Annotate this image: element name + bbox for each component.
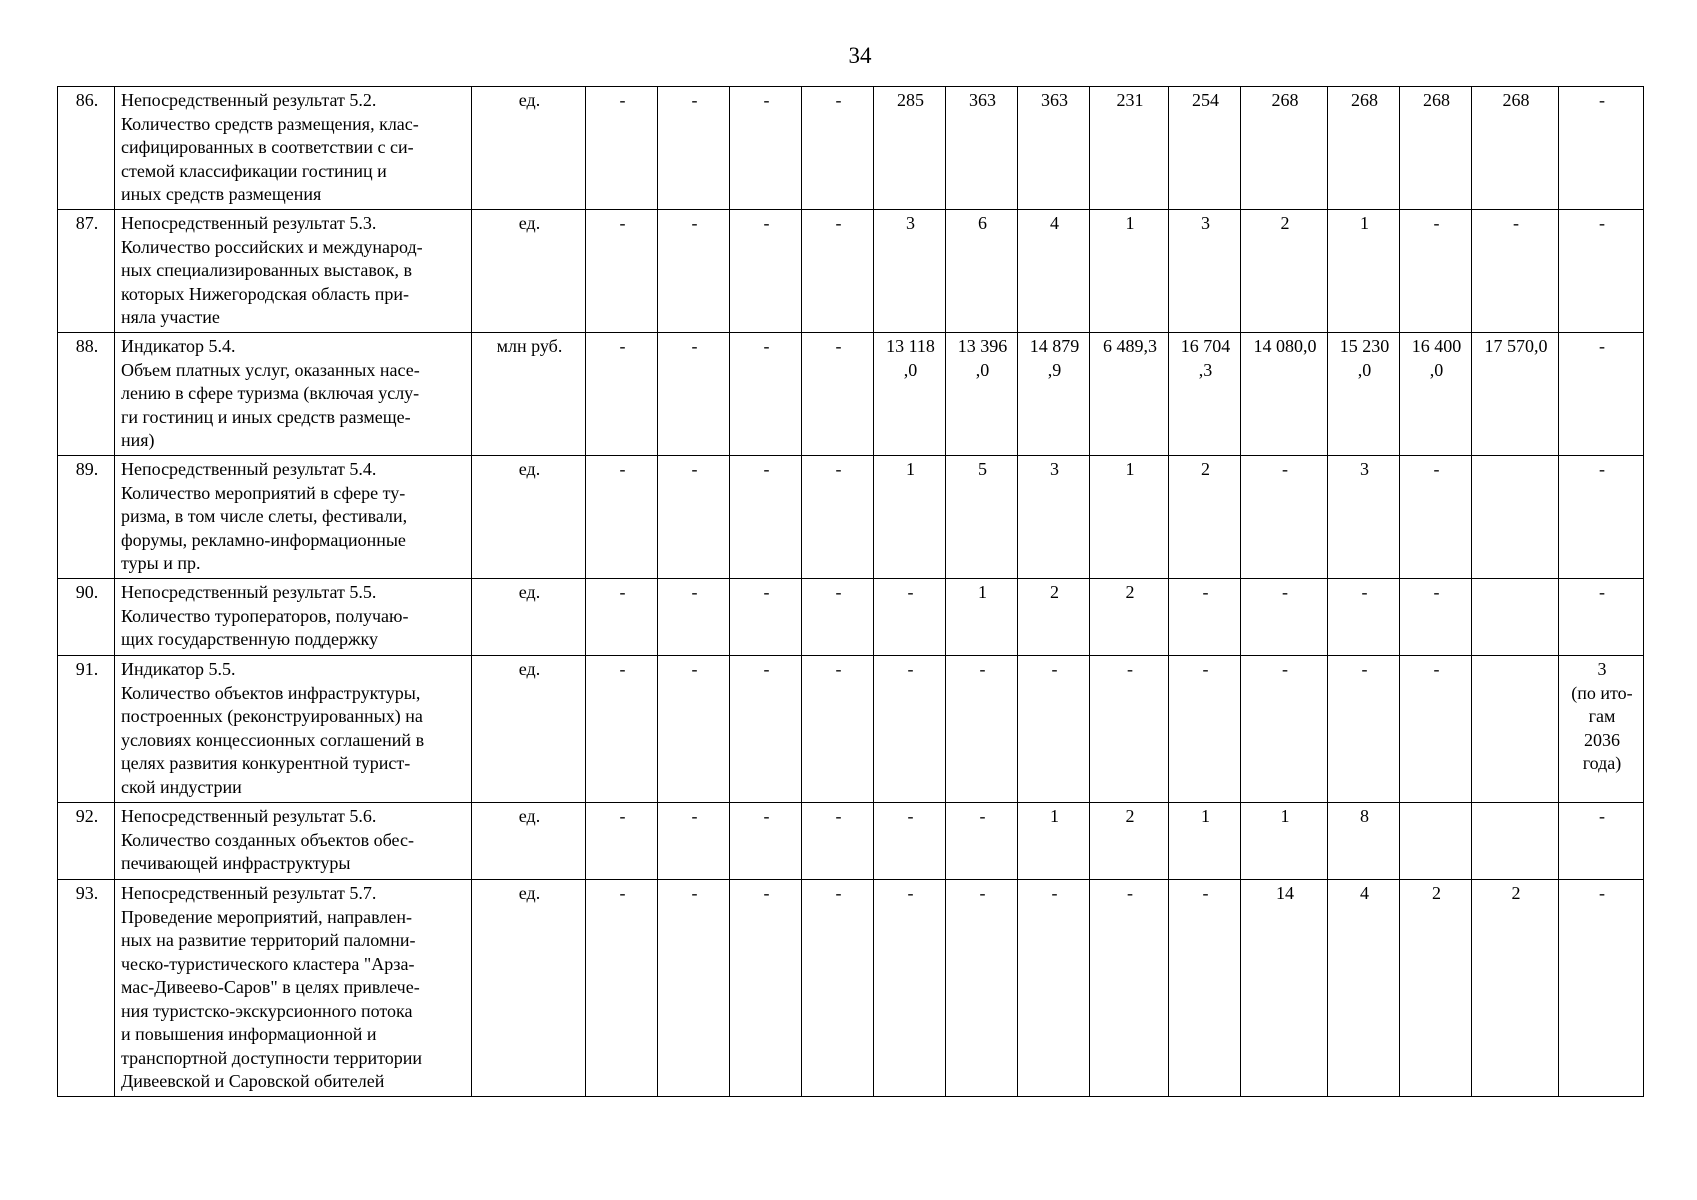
- value-cell: 6: [946, 210, 1018, 333]
- description-line: ния): [121, 430, 155, 450]
- value-cell: -: [730, 87, 802, 210]
- description-line: Объем платных услуг, оказанных насе-: [121, 359, 420, 380]
- value-cell: -: [730, 880, 802, 1097]
- value-cell: 3: [1169, 210, 1241, 333]
- value-cell: 1: [1241, 803, 1328, 880]
- value-cell: [1472, 456, 1559, 579]
- value-cell: 2: [1090, 579, 1169, 656]
- value-cell: -: [1559, 87, 1644, 210]
- value-cell: -: [1328, 579, 1400, 656]
- description-line: ской индустрии: [121, 776, 242, 797]
- table-row: [58, 456, 1644, 579]
- value-cell: 8: [1328, 803, 1400, 880]
- description-line: Количество туроператоров, получаю-: [121, 605, 409, 626]
- value-cell: [1472, 803, 1559, 880]
- value-cell: 15 230 ,0: [1328, 333, 1400, 456]
- indicator-description: [115, 210, 472, 333]
- indicators-table: [57, 86, 1644, 1097]
- value-cell: 16 400 ,0: [1400, 333, 1472, 456]
- description-line: Непосредственный результат 5.5.: [121, 582, 377, 602]
- value-cell: -: [1400, 656, 1472, 803]
- value-cell: 254: [1169, 87, 1241, 210]
- value-cell: -: [586, 880, 658, 1097]
- value-cell: -: [802, 579, 874, 656]
- description-line: и повышения информационной и: [121, 1024, 377, 1044]
- description-line: целях развития конкурентной турист-: [121, 753, 411, 773]
- row-number: 93.: [58, 880, 115, 1097]
- value-cell: -: [658, 456, 730, 579]
- row-number: 86.: [58, 87, 115, 210]
- value-cell: -: [586, 210, 658, 333]
- value-cell: -: [946, 803, 1018, 880]
- value-cell: 3: [874, 210, 946, 333]
- indicator-description: [115, 456, 472, 579]
- value-cell: 14 879 ,9: [1018, 333, 1090, 456]
- value-cell: -: [586, 803, 658, 880]
- description-line: Количество средств размещения, клас-: [121, 113, 419, 134]
- value-cell: -: [730, 656, 802, 803]
- value-cell: 268: [1328, 87, 1400, 210]
- description-line: Непосредственный результат 5.4.: [121, 459, 377, 479]
- value-cell: 14: [1241, 880, 1328, 1097]
- value-cell: 268: [1241, 87, 1328, 210]
- value-cell: -: [874, 656, 946, 803]
- description-line: построенных (реконструированных) на: [121, 706, 423, 726]
- row-number: 90.: [58, 579, 115, 656]
- value-cell: -: [1018, 880, 1090, 1097]
- value-cell: -: [1559, 579, 1644, 656]
- indicator-description: [115, 87, 472, 210]
- unit-cell: ед.: [472, 456, 586, 579]
- value-cell: 1: [1018, 803, 1090, 880]
- unit-cell: ед.: [472, 87, 586, 210]
- value-cell: 17 570,0: [1472, 333, 1559, 456]
- value-cell: -: [1559, 456, 1644, 579]
- description-line: щих государственную поддержку: [121, 629, 378, 649]
- indicator-description: [115, 656, 472, 803]
- value-cell: -: [1090, 656, 1169, 803]
- description-line: условиях концессионных соглашений в: [121, 729, 425, 750]
- value-cell: -: [802, 87, 874, 210]
- table-row: [58, 803, 1644, 880]
- value-cell: 2: [1090, 803, 1169, 880]
- description-line: Непосредственный результат 5.2.: [121, 90, 377, 110]
- value-cell: 2: [1018, 579, 1090, 656]
- description-line: транспортной доступности территории: [121, 1047, 423, 1068]
- value-cell: -: [802, 656, 874, 803]
- value-cell: 13 396 ,0: [946, 333, 1018, 456]
- value-cell: -: [1328, 656, 1400, 803]
- description-line: туры и пр.: [121, 553, 201, 573]
- unit-cell: ед.: [472, 803, 586, 880]
- value-cell: 16 704 ,3: [1169, 333, 1241, 456]
- value-cell: -: [874, 579, 946, 656]
- value-cell: 6 489,3: [1090, 333, 1169, 456]
- value-cell: -: [802, 803, 874, 880]
- description-line: Дивеевской и Саровской обителей: [121, 1071, 385, 1091]
- value-cell: -: [1400, 456, 1472, 579]
- value-cell: 2: [1400, 880, 1472, 1097]
- value-cell: 5: [946, 456, 1018, 579]
- value-cell: -: [586, 456, 658, 579]
- value-cell: -: [586, 656, 658, 803]
- table-row: [58, 656, 1644, 803]
- description-line: Индикатор 5.4.: [121, 336, 236, 356]
- unit-cell: ед.: [472, 579, 586, 656]
- description-line: ческо-туристического кластера "Арза-: [121, 953, 415, 974]
- description-line: Непосредственный результат 5.6.: [121, 806, 377, 826]
- description-line: стемой классификации гостиниц и: [121, 160, 387, 181]
- value-cell: -: [1090, 880, 1169, 1097]
- value-cell: 231: [1090, 87, 1169, 210]
- value-cell: [1400, 803, 1472, 880]
- value-cell: 1: [1090, 210, 1169, 333]
- description-line: лению в сфере туризма (включая услу-: [121, 383, 420, 403]
- page-number: 34: [848, 43, 872, 68]
- description-line: мас-Дивеево-Саров" в целях привлече-: [121, 977, 420, 997]
- value-cell: 2: [1472, 880, 1559, 1097]
- value-cell: -: [946, 656, 1018, 803]
- description-line: Проведение мероприятий, направлен-: [121, 906, 412, 927]
- value-cell: -: [658, 656, 730, 803]
- description-line: печивающей инфраструктуры: [121, 853, 351, 873]
- value-cell: -: [1400, 210, 1472, 333]
- value-cell: 2: [1241, 210, 1328, 333]
- value-cell: 3 (по ито- гам 2036 года): [1559, 656, 1644, 803]
- description-line: ных специализированных выставок, в: [121, 260, 412, 280]
- value-cell: [1472, 579, 1559, 656]
- value-cell: 363: [946, 87, 1018, 210]
- indicator-description: [115, 880, 472, 1097]
- value-cell: -: [586, 87, 658, 210]
- unit-cell: ед.: [472, 880, 586, 1097]
- value-cell: 285: [874, 87, 946, 210]
- unit-cell: млн руб.: [472, 333, 586, 456]
- unit-cell: ед.: [472, 656, 586, 803]
- row-number: 88.: [58, 333, 115, 456]
- value-cell: 1: [946, 579, 1018, 656]
- value-cell: -: [1241, 656, 1328, 803]
- unit-cell: ед.: [472, 210, 586, 333]
- value-cell: -: [1559, 803, 1644, 880]
- description-line: ных на развитие территорий паломни-: [121, 930, 416, 950]
- table-row: [58, 210, 1644, 333]
- row-number: 92.: [58, 803, 115, 880]
- table-row: [58, 880, 1644, 1097]
- value-cell: 13 118 ,0: [874, 333, 946, 456]
- description-line: сифицированных в соответствии с си-: [121, 137, 414, 157]
- indicator-description: [115, 579, 472, 656]
- description-line: форумы, рекламно-информационные: [121, 529, 406, 550]
- value-cell: [1472, 656, 1559, 803]
- value-cell: -: [1472, 210, 1559, 333]
- value-cell: 1: [1090, 456, 1169, 579]
- value-cell: -: [658, 210, 730, 333]
- table-body: [58, 87, 1644, 1097]
- value-cell: -: [658, 87, 730, 210]
- value-cell: -: [802, 456, 874, 579]
- value-cell: -: [1169, 656, 1241, 803]
- indicator-description: [115, 333, 472, 456]
- value-cell: -: [730, 333, 802, 456]
- value-cell: 268: [1472, 87, 1559, 210]
- value-cell: -: [730, 803, 802, 880]
- description-line: Индикатор 5.5.: [121, 659, 236, 679]
- value-cell: -: [586, 579, 658, 656]
- value-cell: -: [658, 803, 730, 880]
- value-cell: -: [586, 333, 658, 456]
- value-cell: 1: [1169, 803, 1241, 880]
- description-line: Количество созданных объектов обес-: [121, 829, 414, 850]
- value-cell: 2: [1169, 456, 1241, 579]
- row-number: 89.: [58, 456, 115, 579]
- value-cell: -: [1400, 579, 1472, 656]
- value-cell: 4: [1018, 210, 1090, 333]
- row-number: 87.: [58, 210, 115, 333]
- value-cell: 14 080,0: [1241, 333, 1328, 456]
- indicator-description: [115, 803, 472, 880]
- description-line: иных средств размещения: [121, 184, 322, 204]
- value-cell: -: [802, 210, 874, 333]
- description-line: ризма, в том числе слеты, фестивали,: [121, 506, 408, 526]
- description-line: няла участие: [121, 307, 220, 327]
- value-cell: -: [946, 880, 1018, 1097]
- value-cell: -: [730, 210, 802, 333]
- value-cell: -: [802, 333, 874, 456]
- value-cell: -: [658, 880, 730, 1097]
- value-cell: -: [658, 579, 730, 656]
- value-cell: 4: [1328, 880, 1400, 1097]
- value-cell: -: [1241, 579, 1328, 656]
- value-cell: -: [802, 880, 874, 1097]
- description-line: Непосредственный результат 5.3.: [121, 213, 377, 233]
- value-cell: 1: [874, 456, 946, 579]
- row-number: 91.: [58, 656, 115, 803]
- description-line: Количество объектов инфраструктуры,: [121, 682, 421, 703]
- value-cell: -: [1559, 333, 1644, 456]
- value-cell: -: [874, 803, 946, 880]
- value-cell: -: [730, 579, 802, 656]
- value-cell: -: [730, 456, 802, 579]
- value-cell: -: [1169, 880, 1241, 1097]
- value-cell: -: [1169, 579, 1241, 656]
- description-line: Количество российских и международ-: [121, 236, 423, 257]
- description-line: которых Нижегородская область при-: [121, 283, 409, 304]
- description-line: Непосредственный результат 5.7.: [121, 883, 377, 903]
- value-cell: 1: [1328, 210, 1400, 333]
- description-line: ния туристско-экскурсионного потока: [121, 1000, 413, 1021]
- value-cell: -: [1559, 210, 1644, 333]
- value-cell: -: [874, 880, 946, 1097]
- table-row: [58, 579, 1644, 656]
- value-cell: 3: [1328, 456, 1400, 579]
- description-line: ги гостиниц и иных средств размеще-: [121, 406, 411, 427]
- value-cell: 363: [1018, 87, 1090, 210]
- value-cell: 3: [1018, 456, 1090, 579]
- value-cell: -: [1559, 880, 1644, 1097]
- value-cell: -: [1241, 456, 1328, 579]
- value-cell: -: [1018, 656, 1090, 803]
- table-row: [58, 333, 1644, 456]
- table-row: [58, 87, 1644, 210]
- value-cell: -: [658, 333, 730, 456]
- description-line: Количество мероприятий в сфере ту-: [121, 482, 406, 503]
- value-cell: 268: [1400, 87, 1472, 210]
